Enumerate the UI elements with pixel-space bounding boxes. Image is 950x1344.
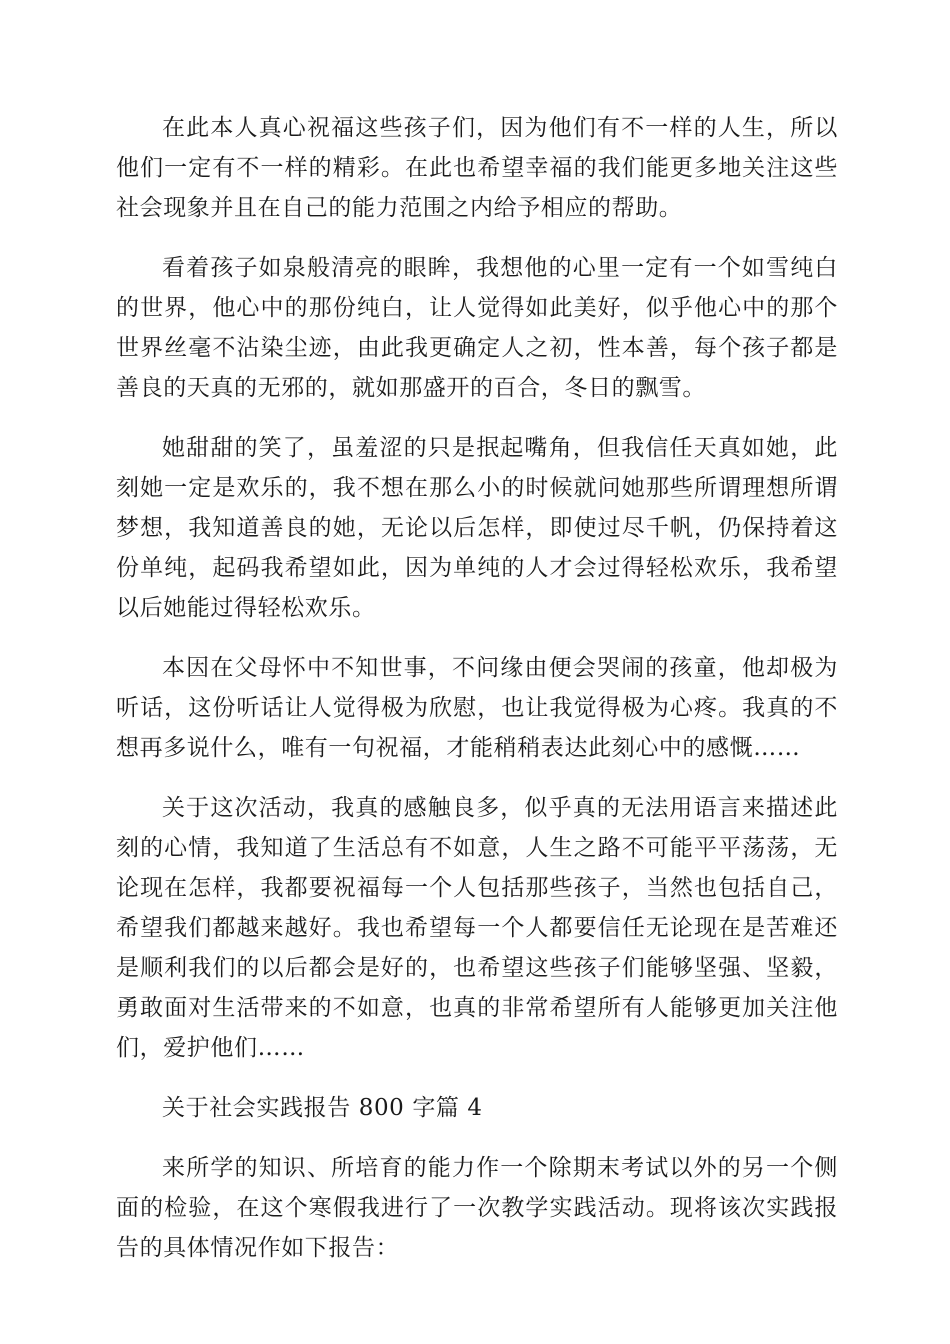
document-body <box>116 108 838 1288</box>
section-heading: 关于社会实践报告 800 字篇 4 <box>162 1095 483 1121</box>
paragraph-blessing: 在此本人真心祝福这些孩子们，因为他们有不一样的人生，所以他们一定有不一样的精彩。在此也希望幸福的我们能更多地关注这些社会现象并且在自己的能力范围之内给予相应的帮助。 <box>116 115 838 221</box>
paragraph-reflection: 关于这次活动，我真的感触良多，似乎真的无法用语言来描述此刻的心情，我知道了生活总有不如意，人生之路不可能平平荡荡，无论现在怎样，我都要祝福每一个人包括那些孩子，当然也包括自己，希望我们都越来越好。我也希望每一个人都要信任无论现在是苦难还是顺利我们的以后都会是好的，也希望这些孩子们能够坚强、坚毅，勇敢面对生活带来的不如意，也真的非常希望所有人能够更加关注他们，爱护他们…… <box>116 795 838 1061</box>
paragraph-report-intro: 来所学的知识、所培育的能力作一个除期末考试以外的另一个侧面的检验，在这个寒假我进行了一次教学实践活动。现将该次实践报告的具体情况作如下报告： <box>116 1155 838 1261</box>
paragraph-obedient-child: 本因在父母怀中不知世事，不问缘由便会哭闹的孩童，他却极为听话，这份听话让人觉得极为欣慰，也让我觉得极为心疼。我真的不想再多说什么，唯有一句祝福，才能稍稍表达此刻心中的感慨…… <box>116 655 838 761</box>
paragraph-her-smile: 她甜甜的笑了，虽羞涩的只是抿起嘴角，但我信任天真如她，此刻她一定是欢乐的，我不想在那么小的时候就问她那些所谓理想所谓梦想，我知道善良的她，无论以后怎样，即使过尽千帆，仍保持着这份单纯，起码我希望如此，因为单纯的人才会过得轻松欢乐，我希望以后她能过得轻松欢乐。 <box>116 435 838 621</box>
paragraph-child-eyes: 看着孩子如泉般清亮的眼眸，我想他的心里一定有一个如雪纯白的世界，他心中的那份纯白，让人觉得如此美好，似乎他心中的那个世界丝毫不沾染尘迹，由此我更确定人之初，性本善，每个孩子都是善良的天真的无邪的，就如那盛开的百合，冬日的飘雪。 <box>116 255 838 401</box>
